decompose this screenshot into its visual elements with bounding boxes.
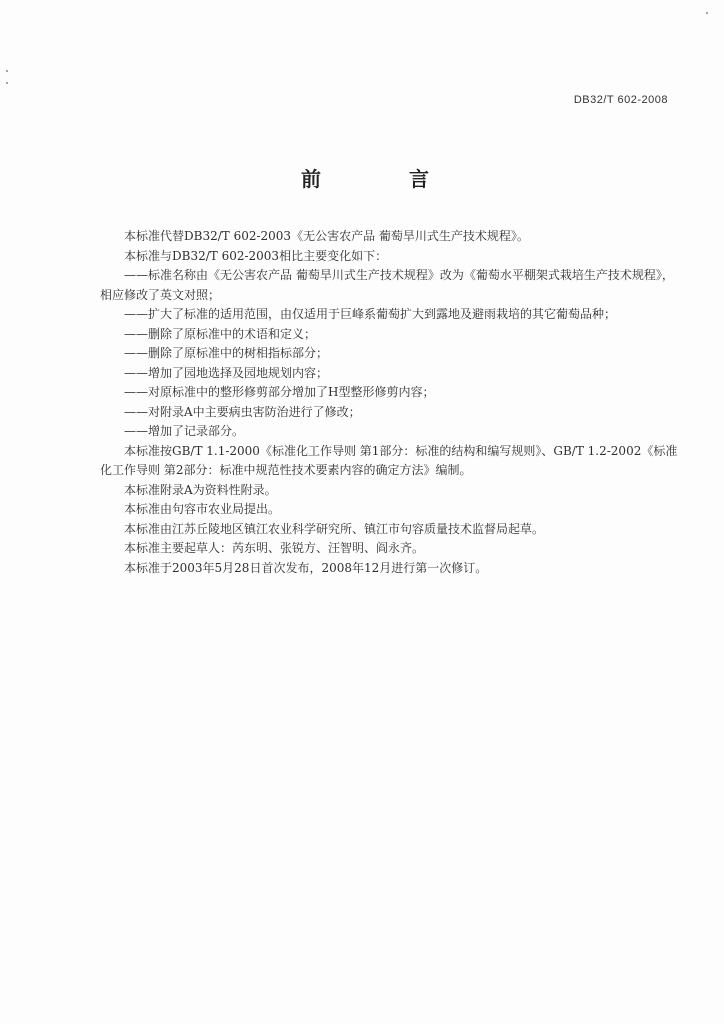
document-number: DB32/T 602-2008 <box>573 94 668 106</box>
paragraph-release-history: 本标准于2003年5月28日首次发布，2008年12月进行第一次修订。 <box>124 560 488 575</box>
change-item: ——删除了原标准中的树相指标部分； <box>124 346 329 360</box>
scan-speck <box>6 70 8 72</box>
change-item: ——对附录A中主要病虫害防治进行了修改； <box>124 404 361 419</box>
scan-speck <box>706 12 708 14</box>
paragraph-drafters: 本标准主要起草人：芮东明、张锐方、汪智明、阎永齐。 <box>124 541 425 555</box>
paragraph-changes-intro: 本标准与DB32/T 602-2003相比主要变化如下： <box>124 248 388 263</box>
change-item: ——扩大了标准的适用范围，由仅适用于巨峰系葡萄扩大到露地及避雨栽培的其它葡萄品种； <box>124 307 617 321</box>
change-item: ——增加了记录部分。 <box>124 424 245 438</box>
paragraph-drafting-units: 本标准由江苏丘陵地区镇江农业科学研究所、镇江市句容质量技术监督局起草。 <box>124 521 545 536</box>
scan-speck <box>6 82 8 84</box>
change-item: ——标准名称由《无公害农产品 葡萄旱川式生产技术规程》改为《葡萄水平棚架式栽培生产技术规程》，相应修改了英文对照； <box>100 268 674 302</box>
page-title: 前 言 <box>301 167 463 191</box>
paragraph-annex: 本标准附录A为资料性附录。 <box>124 482 277 497</box>
paragraph-drafting-rules: 本标准按GB/T 1.1-2000《标准化工作导则 第1部分：标准的结构和编写规则》、GB/T 1.2-2002《标准化工作导则 第2部分：标准中规范性技术要素内容的确定方法》编制。 <box>100 443 678 477</box>
change-item: ——删除了原标准中的术语和定义； <box>124 326 317 341</box>
change-item: ——对原标准中的整形修剪部分增加了H型整形修剪内容； <box>124 385 435 399</box>
foreword-body <box>100 227 680 578</box>
change-item: ——增加了园地选择及园地规划内容； <box>124 365 329 380</box>
paragraph-replaces: 本标准代替DB32/T 602-2003《无公害农产品 葡萄旱川式生产技术规程》。 <box>124 229 529 243</box>
paragraph-proposer: 本标准由句容市农业局提出。 <box>124 502 281 516</box>
